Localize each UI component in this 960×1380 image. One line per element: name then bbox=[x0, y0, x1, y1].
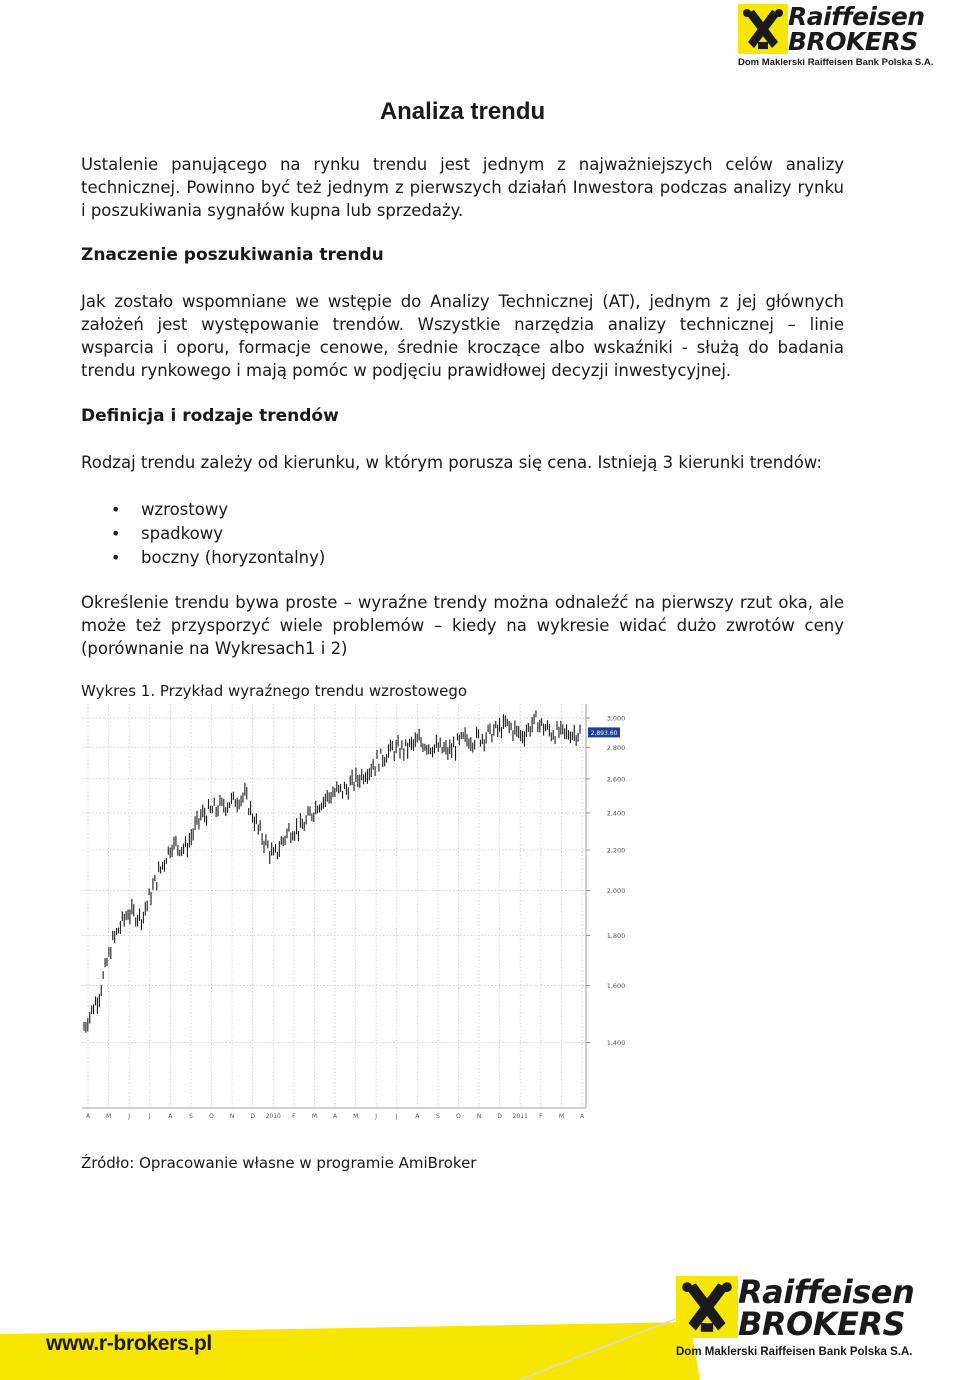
y-tick-label: 2,600 bbox=[606, 775, 626, 784]
y-tick-label: 1,600 bbox=[606, 982, 626, 991]
x-tick-label: 2011 bbox=[512, 1113, 528, 1120]
x-tick-label: A bbox=[168, 1113, 173, 1120]
x-tick-label: A bbox=[579, 1113, 585, 1120]
list-item: • boczny (horyzontalny) bbox=[81, 546, 325, 570]
x-tick-label: D bbox=[497, 1113, 502, 1120]
x-tick-label: N bbox=[229, 1113, 235, 1120]
x-tick-label: F bbox=[292, 1113, 296, 1120]
list-item: • spadkowy bbox=[81, 522, 325, 546]
y-tick-label: 1,800 bbox=[606, 931, 626, 940]
x-tick-label: 2010 bbox=[265, 1113, 281, 1120]
document-title: Analiza trendu bbox=[379, 98, 546, 125]
list-item: • wzrostowy bbox=[81, 498, 325, 522]
x-tick-label: M bbox=[558, 1113, 565, 1120]
x-tick-label: S bbox=[436, 1113, 440, 1120]
x-tick-label: M bbox=[105, 1113, 112, 1120]
chart-source: Źródło: Opracowanie własne w programie AmiBroker bbox=[81, 1154, 477, 1172]
raiffeisen-crossed-horses-icon bbox=[676, 1276, 738, 1338]
brand-name: Raiffeisen bbox=[738, 1273, 915, 1311]
brand-subname: BROKERS bbox=[738, 1305, 906, 1343]
x-tick-label: S bbox=[189, 1113, 193, 1120]
x-tick-label: M bbox=[352, 1113, 359, 1120]
intro-paragraph: Ustalenie panującego na rynku trendu jest jednym z najważniejszych celów analizy technicznej. Powinno być też jednym z pierwszych działań Inwestora podczas analizy rynku i poszukiwania sygnałów kupna lub sprzedaży. bbox=[81, 155, 844, 220]
brand-tagline: Dom Maklerski Raiffeisen Bank Polska S.A. bbox=[676, 1346, 913, 1358]
brand-name: Raiffeisen bbox=[788, 2, 925, 31]
y-tick-label: 2,400 bbox=[606, 809, 626, 818]
trend-types-list bbox=[81, 498, 325, 570]
x-tick-label: J bbox=[128, 1113, 131, 1120]
x-tick-label: J bbox=[375, 1113, 378, 1120]
section-1-paragraph: Jak zostało wspomniane we wstępie do Analizy Technicznej (AT), jednym z jej głównych założeń jest występowanie trendów. Wszystkie narzędzia analizy technicznej – linie wsparcia i oporu, formacje cenowe, średnie kroczące albo wskaźniki - służą do badania trendu rynkowego i mają pomóc w podjęciu prawidłowej decyzji inwestycyjnej. bbox=[81, 292, 844, 380]
x-tick-label: O bbox=[209, 1113, 214, 1120]
y-tick-label: 3,000 bbox=[606, 714, 626, 723]
trend-chart bbox=[78, 700, 638, 1120]
x-tick-label: D bbox=[250, 1113, 255, 1120]
x-tick-label: J bbox=[148, 1113, 151, 1120]
brand-tagline: Dom Maklerski Raiffeisen Bank Polska S.A. bbox=[738, 57, 934, 68]
x-tick-label: F bbox=[539, 1113, 543, 1120]
x-tick-label: A bbox=[85, 1113, 91, 1120]
x-tick-label: N bbox=[476, 1113, 482, 1120]
x-tick-label: A bbox=[332, 1113, 338, 1120]
raiffeisen-crossed-horses-icon bbox=[738, 4, 788, 54]
brand-subname: BROKERS bbox=[788, 27, 918, 56]
section-2-paragraph-2: Określenie trendu bywa proste – wyraźne trendy można odnaleźć na pierwszy rzut oka, ale może też przysporzyć wiele problemów – kiedy na wykresie widać dużo zwrotów ceny (porównanie na Wykresach1 i 2) bbox=[81, 593, 844, 658]
y-tick-label: 2,200 bbox=[606, 846, 626, 855]
section-heading-2: Definicja i rodzaje trendów bbox=[81, 406, 339, 426]
section-2-paragraph: Rodzaj trendu zależy od kierunku, w którym porusza się cena. Istnieją 3 kierunki trendów: bbox=[81, 453, 822, 472]
footer-url: www.r-brokers.pl bbox=[46, 1332, 212, 1355]
chart-caption: Wykres 1. Przykład wyraźnego trendu wzrostowego bbox=[81, 682, 468, 700]
logo-top bbox=[738, 4, 933, 68]
x-tick-label: O bbox=[456, 1113, 461, 1120]
section-heading-1: Znaczenie poszukiwania trendu bbox=[81, 245, 384, 265]
y-tick-label: 2,800 bbox=[606, 743, 626, 752]
y-tick-label: 2,000 bbox=[606, 887, 626, 896]
x-tick-label: M bbox=[311, 1113, 318, 1120]
logo-bottom bbox=[676, 1273, 915, 1358]
x-tick-label: J bbox=[395, 1113, 398, 1120]
x-tick-label: A bbox=[415, 1113, 420, 1120]
last-value-label: 2,893.60 bbox=[590, 729, 618, 737]
y-tick-label: 1,400 bbox=[606, 1038, 626, 1047]
